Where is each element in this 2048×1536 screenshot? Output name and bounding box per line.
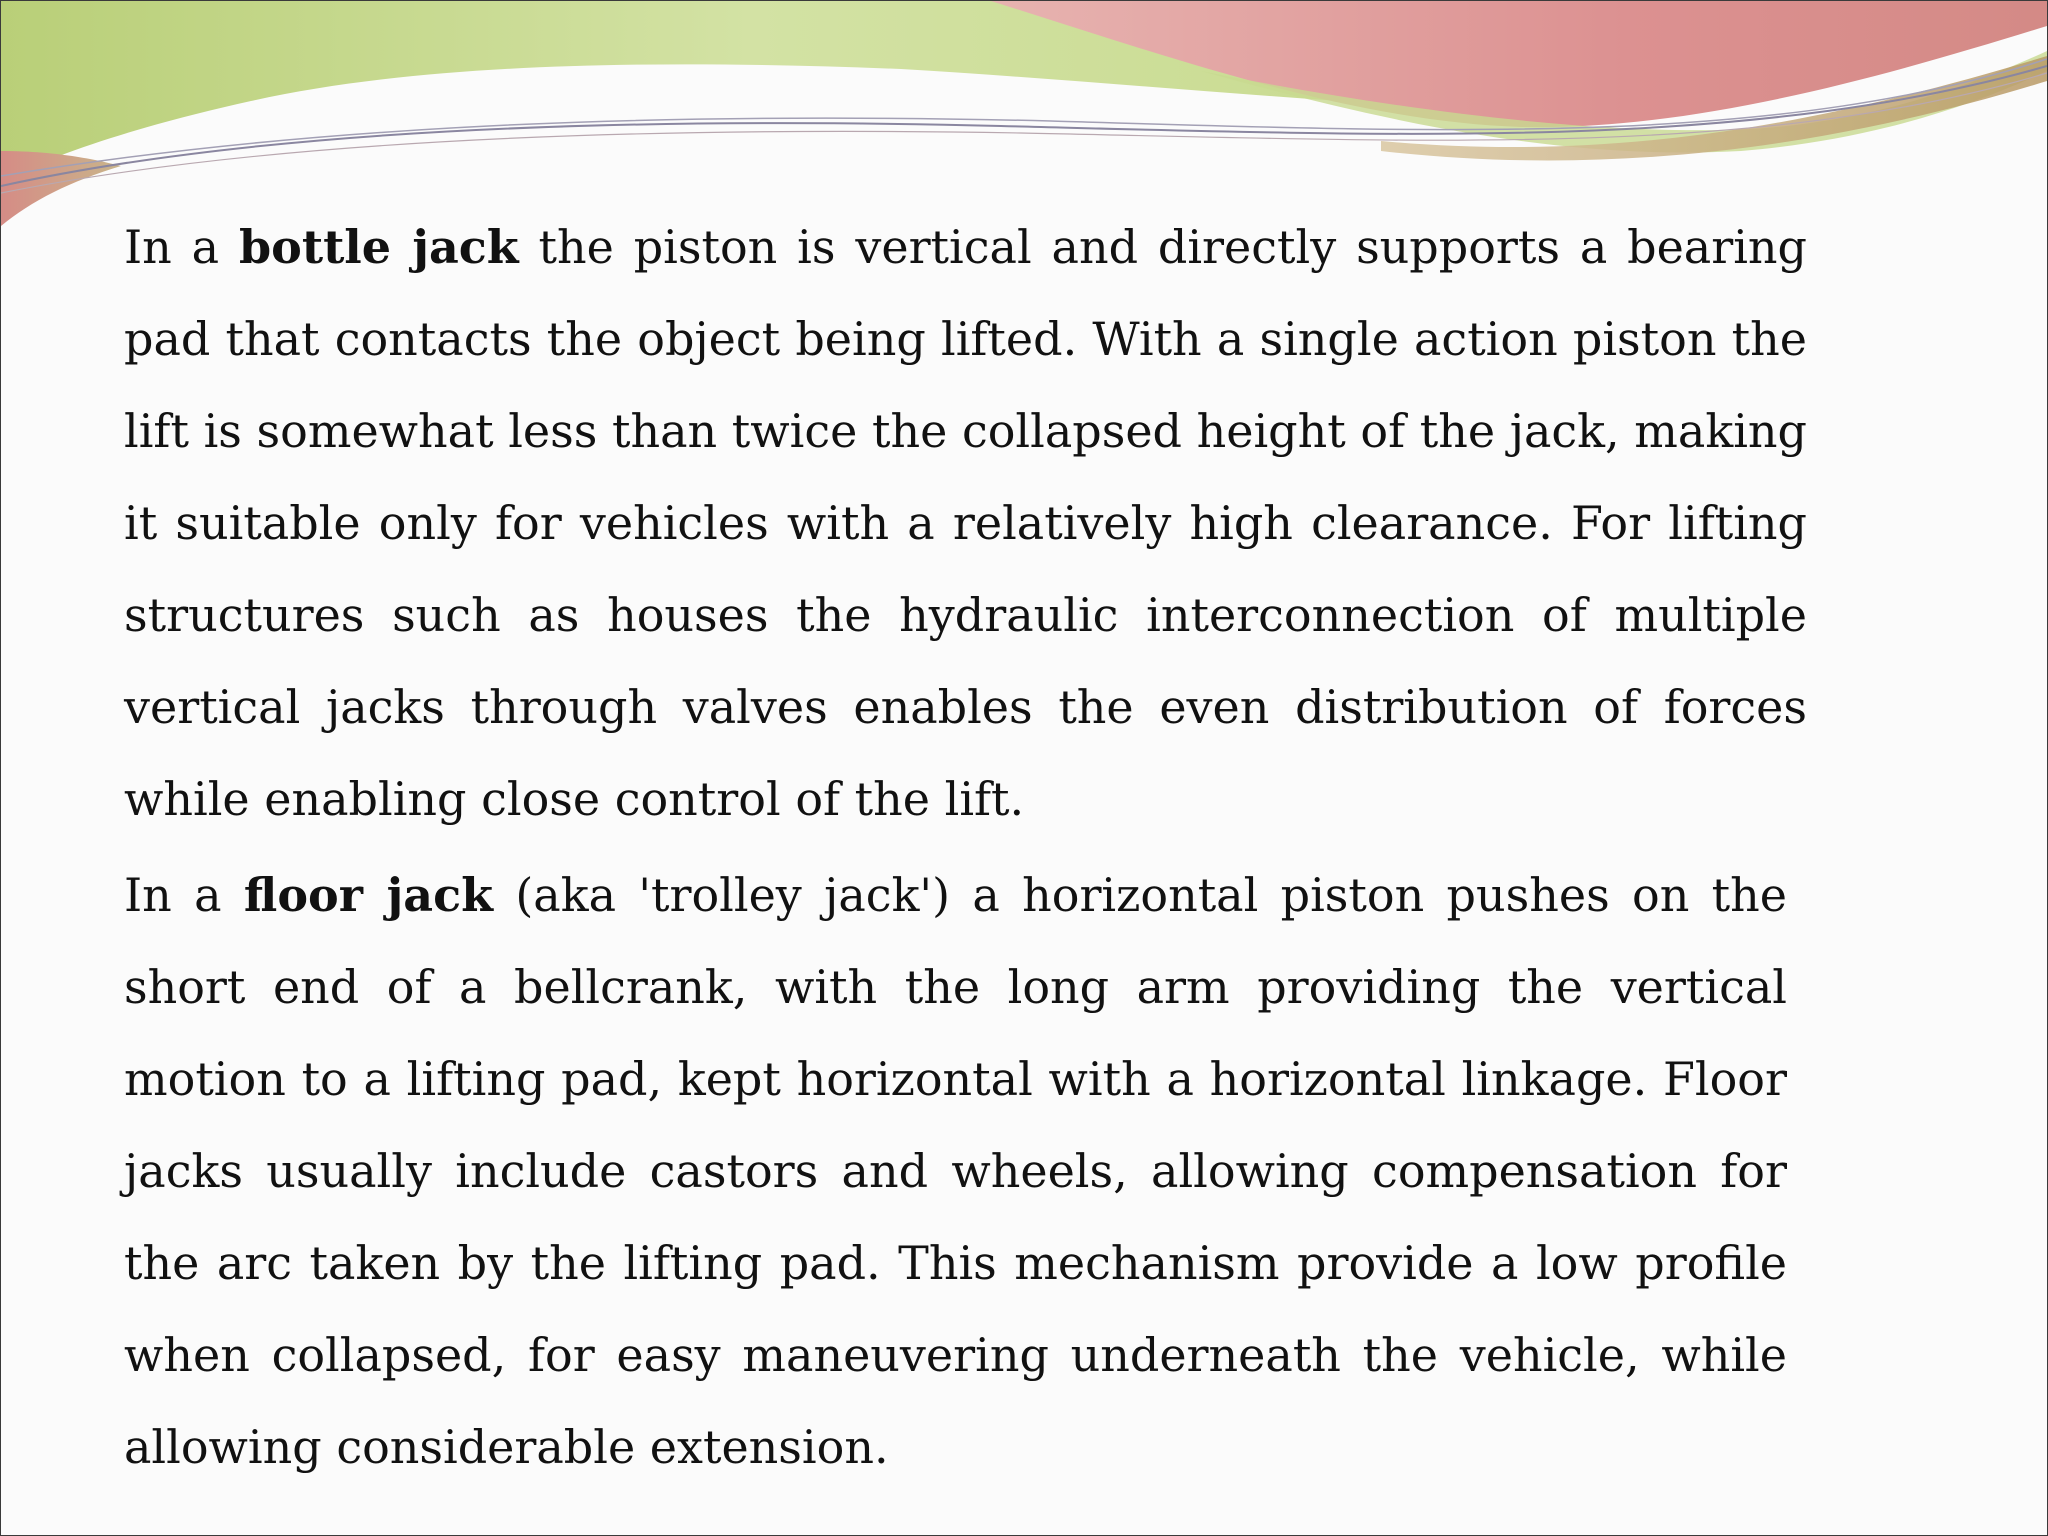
left-corner-shape xyxy=(1,151,121,226)
term-bottle-jack: bottle jack xyxy=(238,220,519,274)
paragraph-floor-jack xyxy=(124,849,1787,1493)
slide-body xyxy=(124,201,1807,1493)
paragraph-bottle-jack xyxy=(124,201,1807,845)
term-floor-jack: floor jack xyxy=(243,868,493,922)
paragraph-prefix: In a xyxy=(124,220,239,274)
paragraph-prefix: In a xyxy=(124,868,244,922)
paragraph-text: the piston is vertical and directly supports a bearing pad that contacts the object being lifted. With a single action piston the lift is somewhat less than twice the collapsed height of the jack, making it suitable only for vehicles with a relatively high clearance. For lifting structures such as houses the hydraulic interconnection of multiple vertical jacks through valves enables the even distribution of forces while enabling close control of the lift. xyxy=(124,220,1808,826)
paragraph-text: (aka 'trolley jack') a horizontal piston pushes on the short end of a bellcrank, with the long arm providing the vertical motion to a lifting pad, kept horizontal with a horizontal linkage. Floor jacks usually include castors and wheels, allowing compensation for the arc taken by the lifting pad. This mechanism provide a low profile when collapsed, for easy maneuvering underneath the vehicle, while allowing considerable extension. xyxy=(124,868,1788,1474)
